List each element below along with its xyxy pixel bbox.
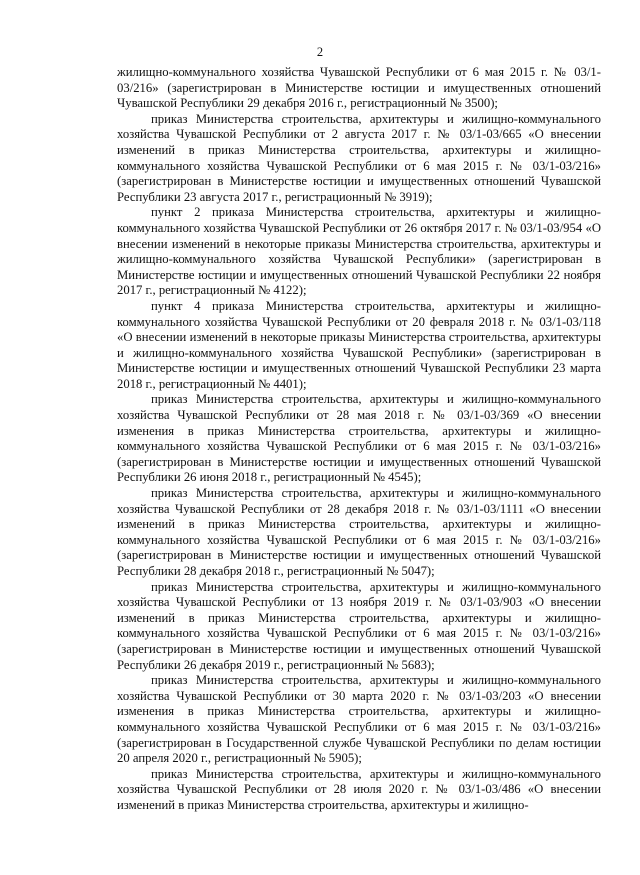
paragraph-5: приказ Министерства строительства, архитектуры и жилищно-коммунального хозяйства Чувашской Республики от 28 мая 2018 г. № 03/1-03/369 «О внесении изменения в приказ Министерства строительства, архитектуры и жилищно-коммунального хозяйства Чувашской Республики от 6 мая 2015 г. № 03/1-03/216» (зарегистрирован в Министерстве юстиции и имущественных отношений Чувашской Республики 26 июня 2018 г., регистрационный № 4545); <box>117 392 601 485</box>
paragraph-2: приказ Министерства строительства, архитектуры и жилищно-коммунального хозяйства Чувашской Республики от 2 августа 2017 г. № 03/1-03/665 «О внесении изменений в приказ Министерства строительства, архитектуры и жилищно-коммунального хозяйства Чувашской Республики от 6 мая 2015 г. № 03/1-03/216» (зарегистрирован в Министерстве юстиции и имущественных отношений Чувашской Республики 23 августа 2017 г., регистрационный № 3919); <box>117 111 601 204</box>
document-body <box>117 65 601 814</box>
paragraph-7: приказ Министерства строительства, архитектуры и жилищно-коммунального хозяйства Чувашской Республики от 13 ноября 2019 г. № 03/1-03/903 «О внесении изменений в приказ Министерства строительства, архитектуры и жилищно-коммунального хозяйства Чувашской Республики от 6 мая 2015 г. № 03/1-03/216» (зарегистрирован в Министерстве юстиции и имущественных отношений Чувашской Республики 26 декабря 2019 г., регистрационный № 5683); <box>117 579 601 672</box>
paragraph-3: пункт 2 приказа Министерства строительства, архитектуры и жилищно-коммунального хозяйства Чувашской Республики от 26 октября 2017 г. № 03/1-03/954 «О внесении изменений в некоторые приказы Министерства строительства, архитектуры и жилищно-коммунального хозяйства Чувашской Республики» (зарегистрирован в Министерстве юстиции и имущественных отношений Чувашской Республики 22 ноября 2017 г., регистрационный № 4122); <box>117 205 601 298</box>
page-number: 2 <box>316 45 324 59</box>
paragraph-8: приказ Министерства строительства, архитектуры и жилищно-коммунального хозяйства Чувашской Республики от 30 марта 2020 г. № 03/1-03/203 «О внесении изменения в приказ Министерства строительства, архитектуры и жилищно-коммунального хозяйства Чувашской Республики от 6 мая 2015 г. № 03/1-03/216» (зарегистрирован в Государственной службе Чувашской Республики по делам юстиции 20 апреля 2020 г., регистрационный № 5905); <box>117 673 601 766</box>
paragraph-1: жилищно-коммунального хозяйства Чувашской Республики от 6 мая 2015 г. № 03/1-03/216» (зарегистрирован в Министерстве юстиции и имущественных отношений Чувашской Республики 29 декабря 2016 г., регистрационный № 3500); <box>117 65 601 111</box>
paragraph-4: пункт 4 приказа Министерства строительства, архитектуры и жилищно-коммунального хозяйства Чувашской Республики от 20 февраля 2018 г. № 03/1-03/118 «О внесении изменений в некоторые приказы Министерства строительства, архитектуры и жилищно-коммунального хозяйства Чувашской Республики» (зарегистрирован в Министерстве юстиции и имущественных отношений Чувашской Республики 23 марта 2018 г., регистрационный № 4401); <box>117 298 601 391</box>
paragraph-6: приказ Министерства строительства, архитектуры и жилищно-коммунального хозяйства Чувашской Республики от 28 декабря 2018 г. № 03/1-03/1111 «О внесении изменений в приказ Министерства строительства, архитектуры и жилищно-коммунального хозяйства Чувашской Республики от 6 мая 2015 г. № 03/1-03/216» (зарегистрирован в Министерстве юстиции и имущественных отношений Чувашской Республики 28 декабря 2018 г., регистрационный № 5047); <box>117 486 601 578</box>
paragraph-9: приказ Министерства строительства, архитектуры и жилищно-коммунального хозяйства Чувашской Республики от 28 июля 2020 г. № 03/1-03/486 «О внесении изменений в приказ Министерства строительства, архитектуры и жилищно- <box>117 766 601 812</box>
